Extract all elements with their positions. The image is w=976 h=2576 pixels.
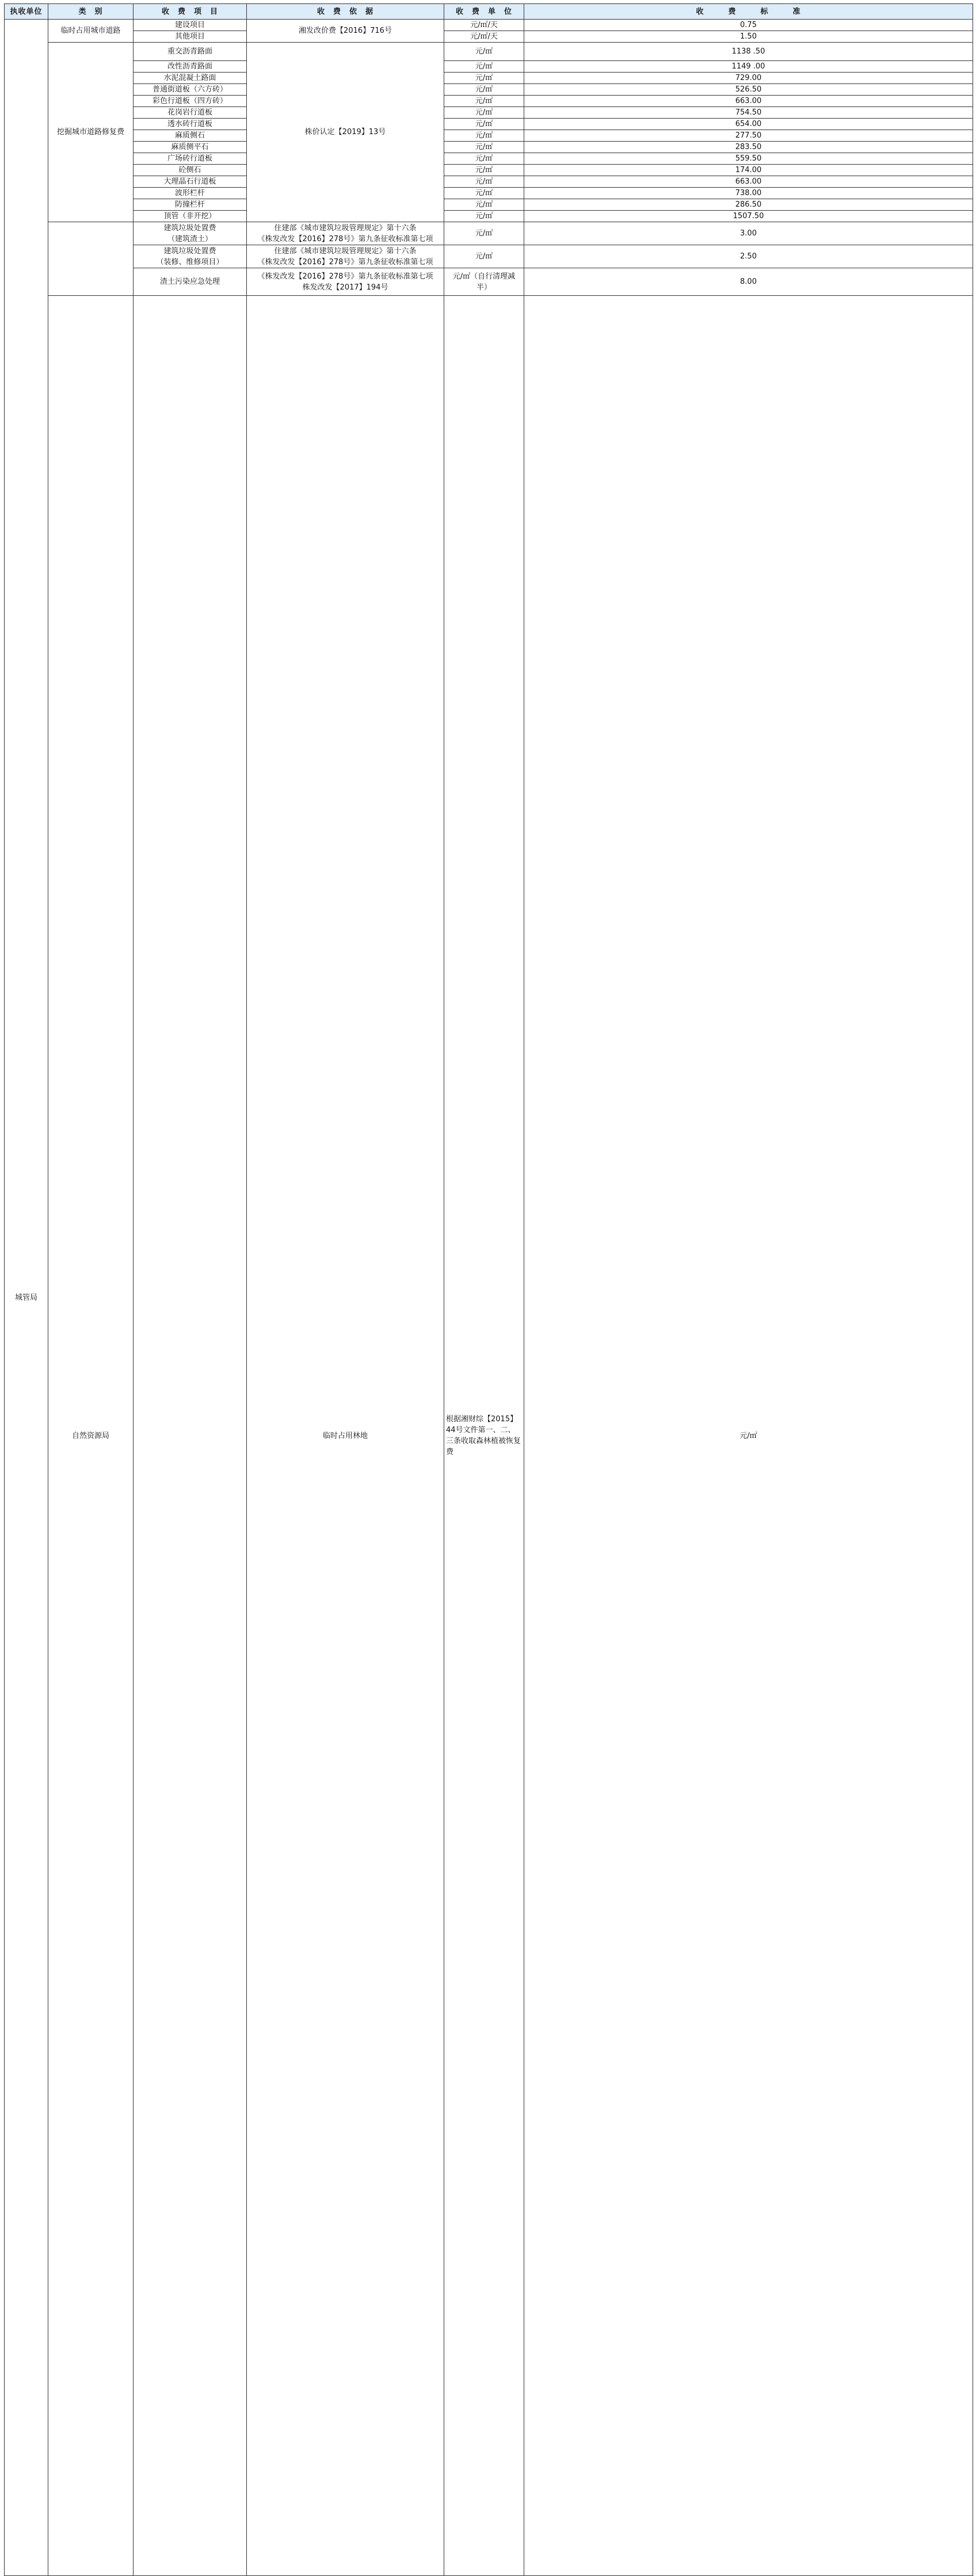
table-row [5,130,973,142]
unit-cell: 元/㎡/天 [444,20,524,31]
unit-cell: 元/㎡/天 [444,31,524,43]
item-cell: 大理晶石行道板 [134,176,247,188]
unit-line: 元/㎡（自行清理减 [452,272,516,281]
item-cell: 麻质侧石 [134,130,247,142]
table-row [5,165,973,176]
item-cell [134,245,247,268]
unit-cell: 元/㎡ [444,211,524,222]
basis-line: 住建部《城市建筑垃圾管理规定》第十六条 [274,223,417,233]
standard-cell: 2.50 [524,245,973,268]
executing-unit-ziran: 自然资源局 [48,296,134,2576]
item-line: （建筑渣土） [167,234,212,243]
unit-cell: 元/㎡ [524,296,973,2576]
table-row [5,107,973,119]
standard-cell: 738.00 [524,188,973,199]
table-row [5,199,973,211]
unit-cell: 元/㎡ [444,245,524,268]
standard-cell: 3.00 [524,222,973,245]
table-row [5,20,973,31]
standard-cell: 663.00 [524,176,973,188]
unit-cell: 元/㎡ [444,119,524,130]
header-unit: 执收单位 [5,4,48,20]
item-cell: 花岗岩行道板 [134,107,247,119]
table-row [5,211,973,222]
header-category: 类 别 [48,4,134,20]
basis-cell [247,222,444,245]
table-row [5,142,973,153]
header-charge-unit: 收 费 单 位 [444,4,524,20]
item-cell: 重交沥青路面 [134,43,247,61]
item-cell: 水泥混凝土路面 [134,73,247,84]
unit-cell: 元/㎡ [444,176,524,188]
standard-cell: 559.50 [524,153,973,165]
unit-cell: 元/㎡ [444,130,524,142]
table-row [5,268,973,296]
unit-cell: 元/㎡ [444,199,524,211]
item-cell: 彩色行道板（四方砖） [134,96,247,107]
table-row [5,61,973,73]
unit-cell: 元/㎡ [444,107,524,119]
standard-cell: 8.00 [524,268,973,296]
standard-cell: 663.00 [524,96,973,107]
basis-cell [247,268,444,296]
header-standard: 收 费 标 准 [524,4,973,20]
standard-cell: 1138 .50 [524,43,973,61]
header-basis: 收 费 依 据 [247,4,444,20]
table-row [5,153,973,165]
table-row [5,73,973,84]
item-cell: 其他项目 [134,31,247,43]
table-row [5,222,973,245]
category-empty [48,222,134,296]
basis-line: 《株发改发【2016】278号》第九条征收标准第七项 [257,272,433,281]
standard-cell: 1.50 [524,31,973,43]
item-cell: 临时占用林地 [247,296,444,2576]
header-row [5,4,973,20]
item-cell: 波形栏杆 [134,188,247,199]
item-line: 建筑垃圾处置费 [163,223,216,233]
unit-cell: 元/㎡ [444,153,524,165]
category-road-occupy: 临时占用城市道路 [48,20,134,43]
table-row [5,245,973,268]
unit-line: 半） [476,283,491,292]
item-cell: 普通街道板（六方砖） [134,84,247,96]
basis-line: 《株发改发【2016】278号》第九条征收标准第七项 [257,234,433,243]
standard-cell: 1149 .00 [524,61,973,73]
item-line: （装修、维修项目） [156,257,224,267]
item-cell: 透水砖行道板 [134,119,247,130]
standard-cell: 526.50 [524,84,973,96]
unit-cell: 元/㎡ [444,96,524,107]
item-cell: 广场砖行道板 [134,153,247,165]
item-cell: 建设项目 [134,20,247,31]
basis-cell: 根据湘财综【2015】44号文件第一、二、三条收取森林植被恢复费 [444,296,524,2576]
table-row [5,31,973,43]
table-row [5,188,973,199]
basis-cell [247,245,444,268]
unit-cell: 元/㎡ [444,222,524,245]
category-road-repair: 挖掘城市道路修复费 [48,43,134,222]
unit-cell [444,268,524,296]
item-cell: 顶管（非开挖） [134,211,247,222]
unit-cell: 元/㎡ [444,142,524,153]
standard-cell: 277.50 [524,130,973,142]
standard-cell: 283.50 [524,142,973,153]
basis-road-repair: 株价认定【2019】13号 [247,43,444,222]
basis-line: 《株发改发【2016】278号》第九条征收标准第七项 [257,257,433,267]
table-row [5,296,973,2576]
unit-cell: 元/㎡ [444,84,524,96]
item-cell: 麻质侧平石 [134,142,247,153]
unit-cell: 元/㎡ [444,188,524,199]
table-row [5,119,973,130]
header-item: 收 费 项 目 [134,4,247,20]
unit-cell: 元/㎡ [444,43,524,61]
standard-cell: 174.00 [524,165,973,176]
item-cell: 防撞栏杆 [134,199,247,211]
unit-cell: 元/㎡ [444,73,524,84]
standard-cell: 1507.50 [524,211,973,222]
table-row [5,43,973,61]
table-row [5,84,973,96]
category-empty [134,296,247,2576]
item-cell: 砼侧石 [134,165,247,176]
standard-cell: 654.00 [524,119,973,130]
fee-standard-table [4,3,973,2576]
unit-cell: 元/㎡ [444,61,524,73]
table-row [5,176,973,188]
unit-cell: 元/㎡ [444,165,524,176]
standard-cell: 286.50 [524,199,973,211]
basis-line: 株发改发【2017】194号 [302,283,388,292]
executing-unit-chengguan: 城管局 [5,20,48,2576]
item-cell [134,222,247,245]
standard-cell: 754.50 [524,107,973,119]
standard-cell: 729.00 [524,73,973,84]
basis-line: 住建部《城市建筑垃圾管理规定》第十六条 [274,246,417,256]
item-line: 建筑垃圾处置费 [163,246,216,256]
table-row [5,96,973,107]
basis-road-occupy: 湘发改价费【2016】716号 [247,20,444,43]
item-cell: 改性沥青路面 [134,61,247,73]
standard-cell: 0.75 [524,20,973,31]
item-cell: 渣土污染应急处理 [134,268,247,296]
